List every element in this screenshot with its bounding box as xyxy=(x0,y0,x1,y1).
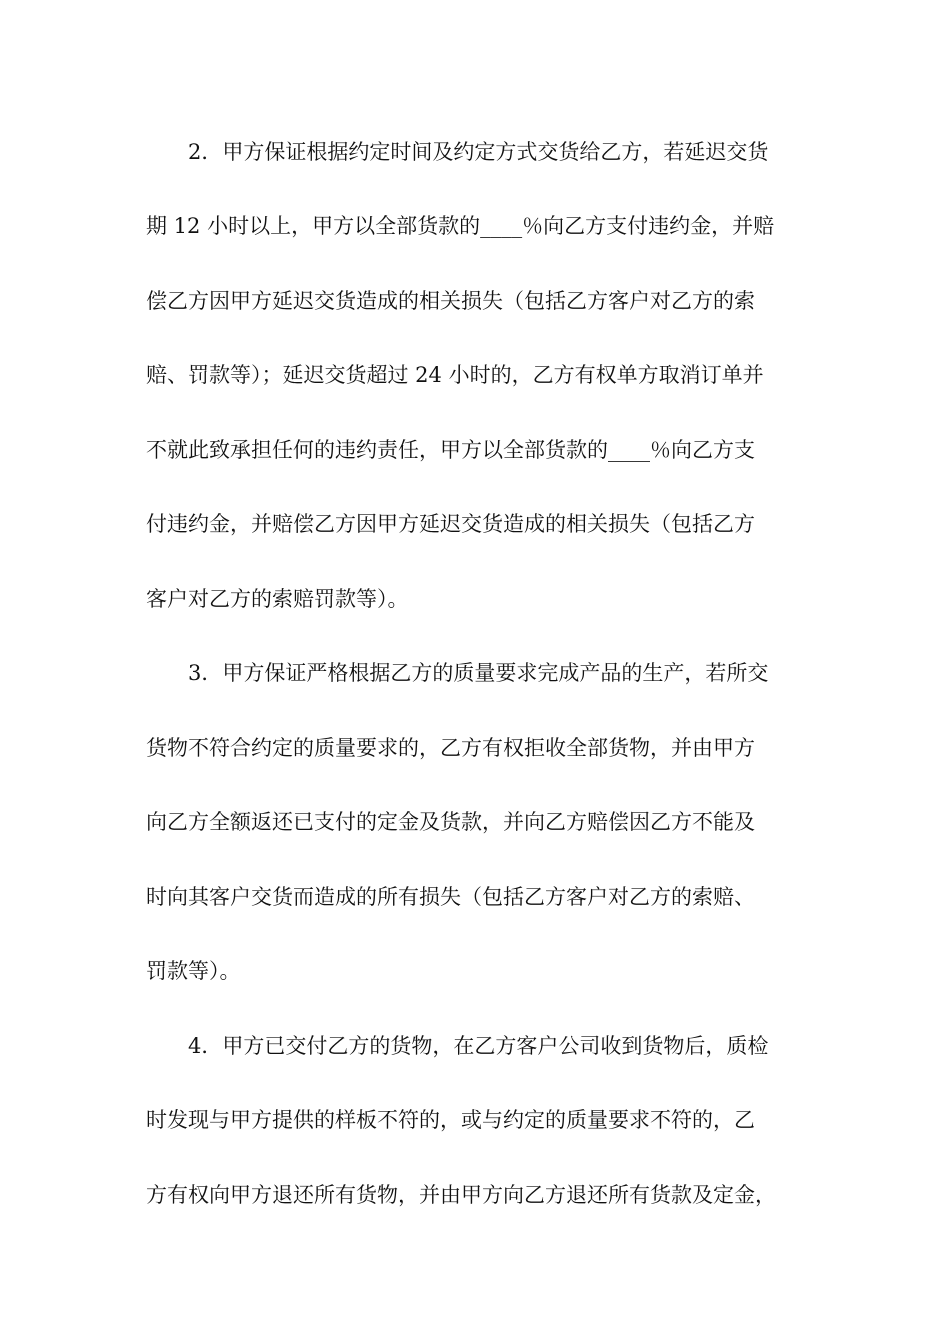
paragraph-2-line-5: 不就此致承担任何的违约责任，甲方以全部货款的____％向乙方支 xyxy=(146,438,755,462)
paragraph-3-line-5: 罚款等）。 xyxy=(146,959,241,983)
paragraph-3-line-2: 货物不符合约定的质量要求的，乙方有权拒收全部货物，并由甲方 xyxy=(146,736,755,760)
paragraph-2-line-1: 2．甲方保证根据约定时间及约定方式交货给乙方，若延迟交货 xyxy=(188,140,769,164)
paragraph-3-line-3: 向乙方全额返还已支付的定金及货款，并向乙方赔偿因乙方不能及 xyxy=(146,810,755,834)
paragraph-2-line-4: 赔、罚款等）；延迟交货超过 24 小时的，乙方有权单方取消订单并 xyxy=(146,363,764,387)
paragraph-4-line-2: 时发现与甲方提供的样板不符的，或与约定的质量要求不符的，乙 xyxy=(146,1108,755,1132)
paragraph-2-line-7: 客户对乙方的索赔罚款等）。 xyxy=(146,587,409,611)
paragraph-2-line-2: 期 12 小时以上，甲方以全部货款的____％向乙方支付违约金，并赔 xyxy=(146,214,775,238)
paragraph-4-line-3: 方有权向甲方退还所有货物，并由甲方向乙方退还所有货款及定金， xyxy=(146,1183,776,1207)
paragraph-4-line-1: 4．甲方已交付乙方的货物，在乙方客户公司收到货物后，质检 xyxy=(188,1034,769,1058)
paragraph-2-line-3: 偿乙方因甲方延迟交货造成的相关损失（包括乙方客户对乙方的索 xyxy=(146,289,755,313)
paragraph-3-line-4: 时向其客户交货而造成的所有损失（包括乙方客户对乙方的索赔、 xyxy=(146,885,755,909)
paragraph-3-line-1: 3．甲方保证严格根据乙方的质量要求完成产品的生产，若所交 xyxy=(188,661,769,685)
paragraph-2-line-6: 付违约金，并赔偿乙方因甲方延迟交货造成的相关损失（包括乙方 xyxy=(146,512,755,536)
